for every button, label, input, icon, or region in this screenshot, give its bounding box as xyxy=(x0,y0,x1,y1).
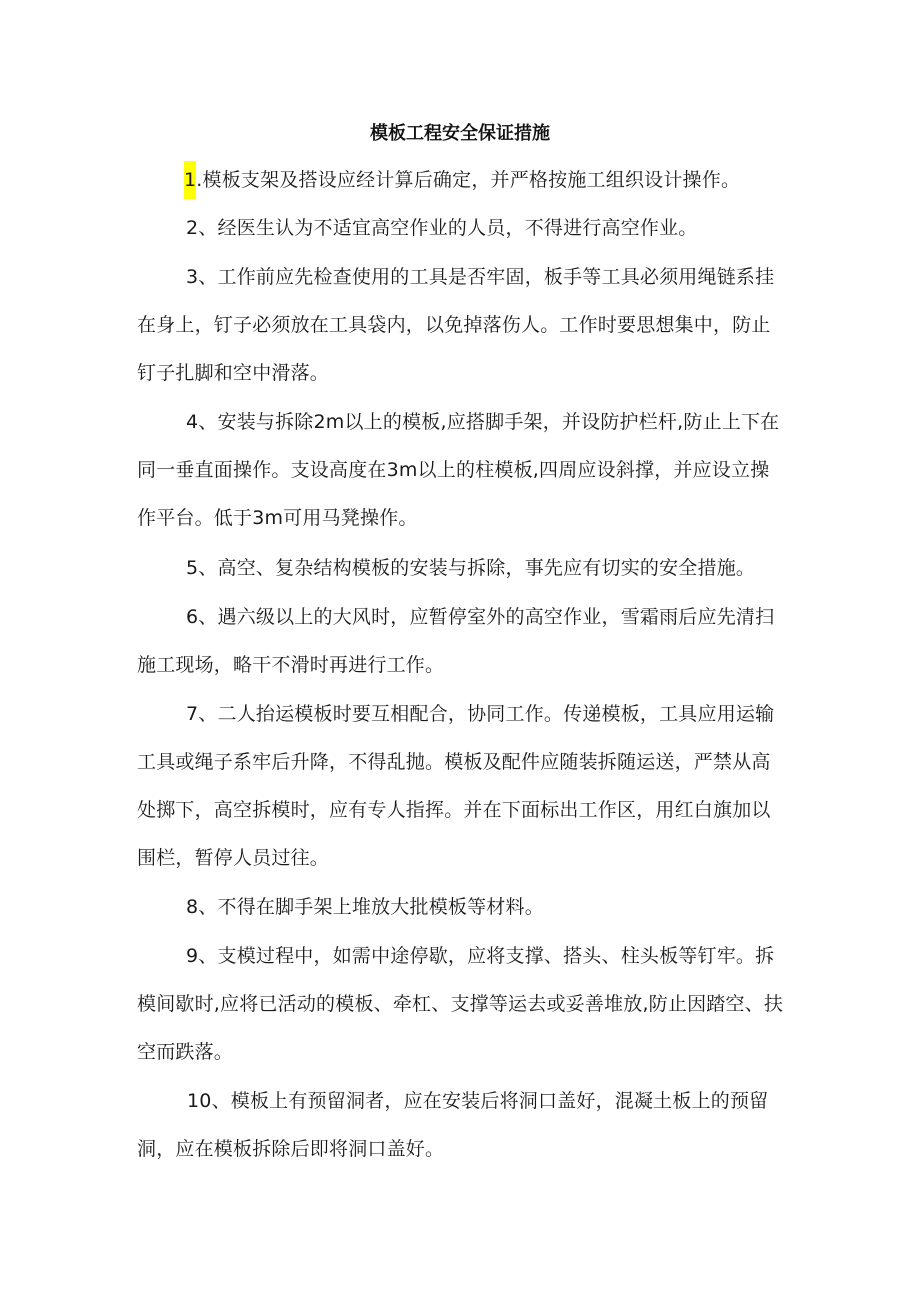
paragraph-2: 2、经医生认为不适宜高空作业的人员，不得进行高空作业。 xyxy=(186,217,698,239)
paragraph-1-text: .模板支架及搭设应经计算后确定，并严格按施工组织设计操作。 xyxy=(196,169,741,191)
paragraph-7: 7、二人抬运模板时要互相配合，协同工作。传递模板，工具应用运输工具或绳子系牢后升降，不得乱抛。模板及配件应随装拆随运送，严禁从高处掷下，高空拆模时，应有专人指挥。并在下面标出工作区，用红白旗加以围栏，暂停人员过往。 xyxy=(137,703,775,869)
paragraph-3: 3、工作前应先检查使用的工具是否牢固，板手等工具必须用绳链系挂在身上，钉子必须放在工具袋内，以免掉落伤人。工作时要思想集中，防止钉子扎脚和空中滑落。 xyxy=(137,266,775,384)
paragraph-6: 6、遇六级以上的大风时，应暂停室外的高空作业，雪霜雨后应先清扫施工现场，略干不滑时再进行工作。 xyxy=(137,606,775,676)
paragraph-8: 8、不得在脚手架上堆放大批模板等材料。 xyxy=(186,896,544,918)
paragraph-1 xyxy=(137,156,787,204)
highlight-marker: 1 xyxy=(184,161,196,199)
paragraph-10: 10、模板上有预留洞者，应在安装后将洞口盖好，混凝土板上的预留洞，应在模板拆除后即将洞口盖好。 xyxy=(137,1090,769,1160)
paragraph-4: 4、安装与拆除2m以上的模板,应搭脚手架，并设防护栏杆,防止上下在同一垂直面操作。支设高度在3m以上的柱模板,四周应设斜撑，并应设立操作平台。低于3m可用马凳操作。 xyxy=(137,411,780,529)
paragraph-9: 9、支模过程中，如需中途停歇，应将支撑、搭头、柱头板等钉牢。拆模间歇时,应将已活动的模板、牵杠、支撑等运去或妥善堆放,防止因踏空、扶空而跌落。 xyxy=(137,945,784,1063)
document-title: 模板工程安全保证措施 xyxy=(370,123,550,144)
paragraph-5: 5、高空、复杂结构模板的安装与拆除，事先应有切实的安全措施。 xyxy=(186,557,756,579)
